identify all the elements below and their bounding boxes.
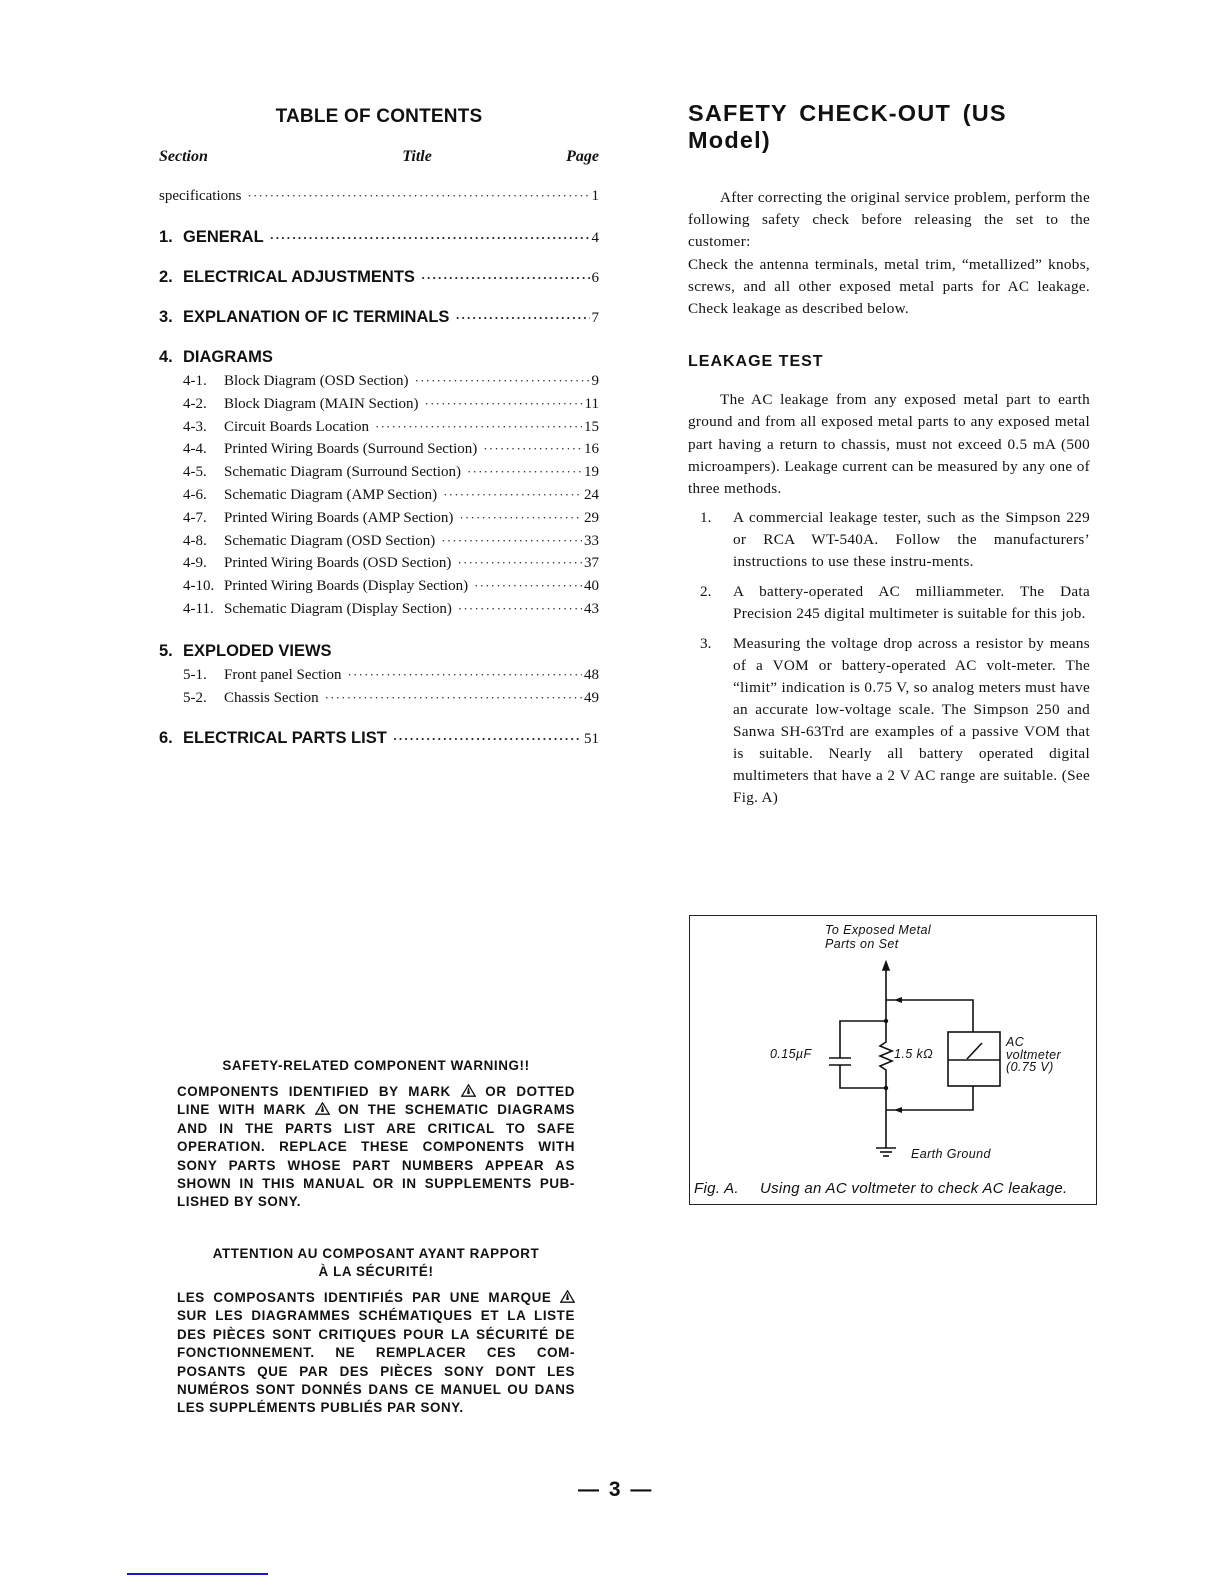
section-title: SAFETY CHECK-OUT (US Model) [688,100,1007,153]
leader-dots [393,731,582,747]
toc-subentry[interactable]: 4-2. Block Diagram (MAIN Section) ····· 11 [159,393,599,416]
toc-entry-electrical-parts-list[interactable]: 6. ELECTRICAL PARTS LIST ····· 51 [159,729,599,748]
toc-page: 33 [584,532,599,549]
safety-check-out [688,100,1090,817]
toc-header-title: Title [402,148,432,165]
toc-group-title[interactable]: 4. DIAGRAMS [159,348,273,366]
toc-entry-general[interactable]: 1. GENERAL ····· 4 [159,228,599,247]
leader-dots [441,530,582,552]
page-number: — 3 — [578,1478,654,1501]
toc-subentry[interactable]: 5-2. Chassis Section ····· 49 [159,687,599,710]
label-capacitor: 0.15µF [770,1047,812,1061]
toc-page: 6 [591,270,599,286]
leader-dots [443,484,582,506]
toc-subentry[interactable]: 4-10. Printed Wiring Boards (Display Section) ····· 40 [159,575,599,598]
list-item: 1. A commercial leakage tester, such as the Simpson 229 or RCA WT-540A. Follow the manufacturers’ instructions to use these instru-ments. [700,509,1090,571]
toc-page: 19 [584,464,599,481]
figure-a [689,915,1097,1205]
toc-page: 51 [584,731,599,748]
toc-page: 4 [591,230,599,246]
safety-warning-english [177,1057,575,1212]
toc-page: 7 [591,310,599,326]
leader-dots [325,687,582,709]
leader-dots [375,416,582,438]
leader-dots [247,188,589,204]
label-exposed-metal: To Exposed Metal Parts on Set [825,923,931,951]
leader-dots [415,370,590,392]
toc-subentry[interactable]: 4-1. Block Diagram (OSD Section) ····· 9 [159,370,599,393]
leader-dots [425,393,583,415]
leader-dots [467,461,582,483]
toc-subentry[interactable]: 4-9. Printed Wiring Boards (OSD Section) ····· 37 [159,552,599,575]
table-of-contents [159,106,599,769]
figure-caption: Fig. A. Using an AC voltmeter to check AC leakage. [694,1180,1068,1197]
toc-page: 37 [584,555,599,572]
toc-entry-specifications[interactable]: specifications ····· 1 [159,188,599,205]
toc-entry-electrical-adjustments[interactable]: 2. ELECTRICAL ADJUSTMENTS ····· 6 [159,268,599,287]
leader-dots [270,230,590,246]
toc-group-exploded-views [159,642,599,710]
label-earth-ground: Earth Ground [911,1147,991,1161]
warning-body: LES COMPOSANTS IDENTIFIÉS PAR UNE MARQUE SUR LES DIAGRAMMES SCHÉMATIQUES ET LA LISTE DES PIÈCES SONT CRITIQUES POUR LA SÉCURITÉ DE FONCTIONNEMENT. NE REMPLACER CES COM-POSANTS QUE PAR DES PIÈCES SONY DONT LES NUMÉROS SONT DONNÉS DANS CE MANUEL OU DANS LES SUPPLÉMENTS PUBLIÉS PAR SONY. [177,1290,575,1416]
toc-page: 43 [584,600,599,617]
toc-page: 15 [584,418,599,435]
warning-body: COMPONENTS IDENTIFIED BY MARK OR DOTTED LINE WITH MARK ON THE SCHEMATIC DIAGRAMS AND IN THE PARTS LIST ARE CRITICAL TO SAFE OPERATION. REPLACE THESE COMPONENTS WITH SONY PARTS WHOSE PART NUMBERS APPEAR AS SHOWN IN THIS MANUAL OR IN SUPPLEMENTS PUB-LISHED BY SONY. [177,1084,575,1210]
leader-dots [347,664,582,686]
leader-dots [474,575,582,597]
toc-group-title[interactable]: 5. EXPLODED VIEWS [159,641,332,660]
safety-warning-french [177,1245,575,1418]
toc-subentry[interactable]: 4-8. Schematic Diagram (OSD Section) ····· 33 [159,530,599,553]
intro-paragraph-2: Check the antenna terminals, metal trim, “metallized” knobs, screws, and all other exposed metal parts for AC leakage. Check leakage as described below. [688,255,1090,318]
toc-header-page: Page [566,148,599,165]
toc-page: 9 [591,373,599,389]
toc-subentry[interactable]: 4-11. Schematic Diagram (Display Section) ····· 43 [159,598,599,621]
warning-triangle-icon [315,1102,330,1115]
link-underline[interactable] [127,1573,268,1575]
leader-dots [483,438,582,460]
leader-dots [455,310,589,326]
toc-subentry[interactable]: 4-7. Printed Wiring Boards (AMP Section) ····· 29 [159,507,599,530]
methods-list [688,507,1090,809]
toc-entry-ic-terminals[interactable]: 3. EXPLANATION OF IC TERMINALS ····· 7 [159,308,599,327]
toc-subentry[interactable]: 5-1. Front panel Section ····· 48 [159,664,599,687]
toc-subentry[interactable]: 4-5. Schematic Diagram (Surround Section) ····· 19 [159,461,599,484]
toc-page: 1 [591,188,599,204]
toc-page: 24 [584,486,599,503]
list-item: 2. A battery-operated AC milliammeter. The Data Precision 245 digital multimeter is suitable for this job. [700,583,1090,623]
toc-page: 11 [584,395,599,412]
leader-dots [421,270,590,286]
toc-subentry[interactable]: 4-3. Circuit Boards Location ····· 15 [159,416,599,439]
toc-group-diagrams [159,348,599,621]
leakage-test-heading: LEAKAGE TEST [688,353,824,371]
warning-triangle-icon [560,1290,575,1303]
intro-paragraph: After correcting the original service problem, perform the following safety check before releasing the set to the customer: [688,189,1090,251]
label-resistor: 1.5 kΩ [894,1047,934,1061]
toc-page: 49 [584,689,599,706]
toc-subentry[interactable]: 4-6. Schematic Diagram (AMP Section) ····· 24 [159,484,599,507]
warning-title: ATTENTION AU COMPOSANT AYANT RAPPORT À LA SÉCURITÉ! [212,1246,540,1279]
toc-subentry[interactable]: 4-4. Printed Wiring Boards (Surround Section) ····· 16 [159,438,599,461]
toc-page: 40 [584,578,599,595]
leader-dots [459,507,582,529]
label-voltmeter: AC voltmeter (0.75 V) [1006,1035,1062,1074]
list-item: 3. Measuring the voltage drop across a resistor by means of a VOM or battery-operated AC volt-meter. The “limit” indication is 0.75 V, so analog meters must have an accurate low-voltage scale. The Simpson 250 and Sanwa SH-63Trd are examples of a passive VOM that is suitable. Nearly all battery operated digital multimeters that have a 2 V AC range are suitable. (See Fig. A) [700,635,1090,807]
toc-page: 16 [584,441,599,458]
toc-column-headers [159,148,599,166]
warning-triangle-icon [461,1084,476,1097]
leakage-paragraph: The AC leakage from any exposed metal part to earth ground and from all exposed metal parts to any exposed metal part having a return to chassis, must not exceed 0.5 mA (500 microampers). Leakage current can be measured by any one of three methods. [688,391,1090,498]
toc-header-section: Section [159,148,208,165]
leader-dots [457,552,582,574]
toc-page: 29 [584,509,599,526]
toc-page: 48 [584,666,599,683]
warning-title: SAFETY-RELATED COMPONENT WARNING!! [222,1058,530,1073]
leader-dots [458,598,582,620]
toc-title: TABLE OF CONTENTS [275,106,483,127]
